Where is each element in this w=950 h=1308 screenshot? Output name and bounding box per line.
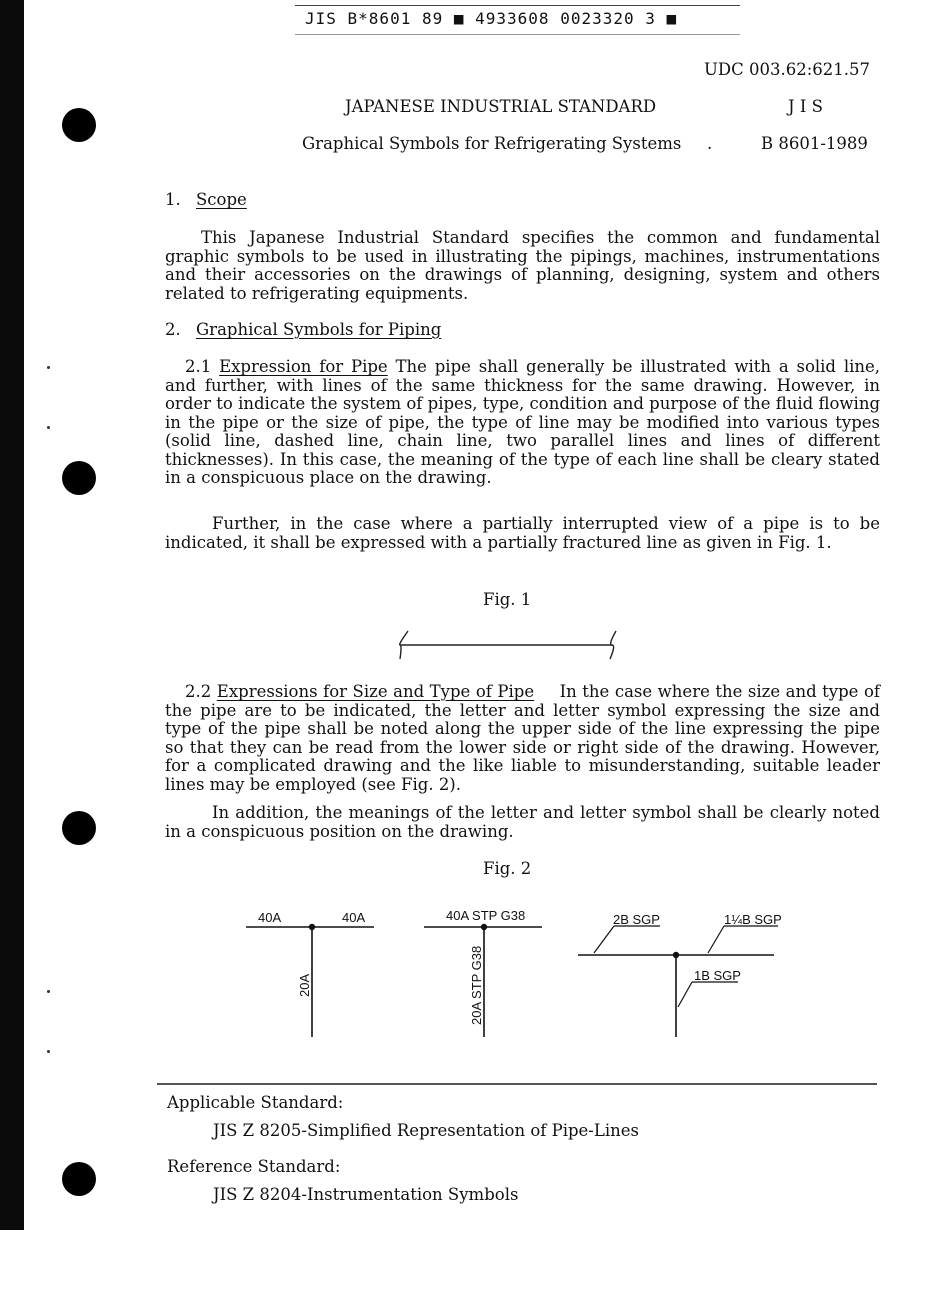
junction-dot	[481, 924, 487, 930]
clause-text: In the case where the size and type of the pipe are to be indicated, the letter and letter symbol expressing the size and type of the pipe shall be noted along the upper side of the line expressing the pipe so that they can be read from the lower side or right side of the drawing. However, for a complicated drawing and the like liable to misunderstanding, suitable leader lines may be employed (see Fig. 2).	[165, 682, 881, 794]
section-heading	[165, 321, 441, 340]
junction-dot	[309, 924, 315, 930]
scan-speck	[47, 1050, 50, 1053]
header-rule	[295, 34, 740, 35]
clause-2-2-paragraph: In addition, the meanings of the letter and letter symbol shall be clearly noted in a conspicuous position on the drawing.	[165, 803, 880, 841]
section-title: Graphical Symbols for Piping	[196, 320, 442, 339]
fig1-fractured-pipe	[380, 625, 640, 665]
applicable-standard-item: JIS Z 8205-Simplified Representation of Pipe-Lines	[213, 1121, 639, 1140]
scan-speck	[47, 366, 50, 369]
applicable-standard-label: Applicable Standard:	[167, 1093, 344, 1112]
pipe-size-label: 20A	[297, 973, 312, 997]
section-divider	[157, 1083, 877, 1085]
pipe-type-label: 1B SGP	[694, 968, 741, 983]
header-rule	[295, 5, 740, 6]
reference-standard-item: JIS Z 8204-Instrumentation Symbols	[213, 1185, 519, 1204]
leader-line	[708, 926, 724, 953]
pipe-size-label: 40A	[342, 910, 366, 925]
clause-text: The pipe shall generally be illustrated with a solid line, and further, with lines of the same thickness for the same drawing. However, in order to indicate the system of pipes, type, condition and purpose of the fluid flowing in the pipe or the size of pipe, the type of line may be modified into various types (solid line, dashed line, chain line, two parallel lines and lines of different thicknesses). In this case, the meaning of the type of each line shall be cleary stated in a conspicuous place on the drawing.	[165, 357, 881, 487]
udc-number: UDC 003.62:621.57	[704, 60, 871, 79]
section-number: 2.	[165, 320, 181, 339]
clause-title: Expressions for Size and Type of Pipe	[216, 682, 535, 701]
jis-label: J I S	[788, 97, 823, 116]
scan-edge-bar	[0, 0, 24, 1230]
clause-title: Expression for Pipe	[219, 357, 388, 376]
section-heading	[165, 191, 247, 210]
fracture-mark-right	[610, 631, 616, 659]
clause-2-1	[165, 358, 880, 488]
clause-2-2	[165, 683, 880, 794]
scan-speck	[47, 426, 50, 429]
pipe-type-label: 1¼B SGP	[724, 912, 782, 927]
title-mark: .	[707, 134, 713, 153]
pipe-type-label: 2B SGP	[613, 912, 660, 927]
clause-number: 2.1	[185, 357, 212, 376]
punch-hole	[62, 811, 96, 845]
leader-line	[594, 926, 614, 953]
scope-paragraph: This Japanese Industrial Standard specifies the common and fundamental graphic symbols to be used in illustrating the pipings, machines, instrumentations and their accessories on the drawings of planning, designing, system and others related to refrigerating equipments.	[165, 228, 880, 303]
figure-caption: Fig. 2	[483, 859, 532, 878]
standard-label: JAPANESE INDUSTRIAL STANDARD	[345, 97, 657, 116]
pipe-type-label: 40A STP G38	[446, 908, 526, 923]
pipe-size-label: 40A	[258, 910, 282, 925]
fig2-pipe-annotations	[230, 895, 790, 1050]
punch-hole	[62, 461, 96, 495]
pipe-type-label: 20A STP G38	[469, 945, 484, 1025]
reference-standard-label: Reference Standard:	[167, 1157, 341, 1176]
junction-dot	[673, 952, 679, 958]
punch-hole	[62, 108, 96, 142]
figure-caption: Fig. 1	[483, 590, 532, 609]
header-code: JIS B*8601 89 ■ 4933608 0023320 3 ■	[305, 9, 678, 28]
punch-hole	[62, 1162, 96, 1196]
clause-number: 2.2	[185, 682, 212, 701]
leader-line	[678, 982, 692, 1007]
clause-2-1-paragraph: Further, in the case where a partially interrupted view of a pipe is to be indicated, it shall be expressed with a partially fractured line as given in Fig. 1.	[165, 514, 880, 552]
standard-number: B 8601-1989	[761, 134, 868, 153]
document-title: Graphical Symbols for Refrigerating Systems	[302, 134, 682, 153]
scan-speck	[47, 990, 50, 993]
section-number: 1.	[165, 190, 181, 209]
section-title: Scope	[196, 190, 247, 209]
